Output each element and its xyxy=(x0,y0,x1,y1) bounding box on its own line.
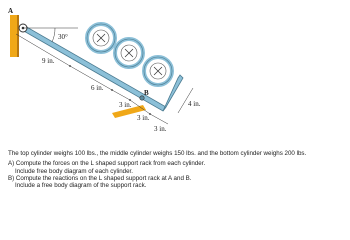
part-b-note: Include a free body diagram of the support rack. xyxy=(15,182,147,190)
part-b-question: B) Compute the reactions on the L shaped support rack at A and B. xyxy=(8,174,192,182)
top-cylinder xyxy=(87,24,115,52)
dim-3in-line-a xyxy=(112,90,130,100)
label-dim-3in-b: 3 in. xyxy=(137,114,150,122)
dim-3in-line-c xyxy=(150,114,168,124)
label-dim-4in: 4 in. xyxy=(188,100,201,108)
label-point-b: B xyxy=(144,89,149,97)
label-point-a: A xyxy=(8,7,14,15)
part-a-note: Include free body diagram of each cylinder. xyxy=(15,167,133,175)
label-dim-6in: 6 in. xyxy=(91,84,104,92)
part-a-question: A) Compute the forces on the L shaped support rack from each cylinder. xyxy=(8,160,206,168)
label-dim-3in-c: 3 in. xyxy=(154,125,167,133)
problem-statement: The top cylinder weighs 100 lbs., the middle cylinder weighs 150 lbs. and the bottom cylinder weighs 200 lbs. xyxy=(8,150,307,157)
bottom-cylinder xyxy=(144,57,172,85)
label-dim-3in-a: 3 in. xyxy=(119,101,132,109)
angle-arc xyxy=(52,28,55,42)
problem-text xyxy=(8,150,346,189)
wall-support xyxy=(10,15,18,57)
middle-cylinder xyxy=(115,39,143,67)
label-angle: 30° xyxy=(58,33,68,41)
wall-support-edge xyxy=(17,15,19,57)
label-dim-9in: 9 in. xyxy=(42,57,55,65)
